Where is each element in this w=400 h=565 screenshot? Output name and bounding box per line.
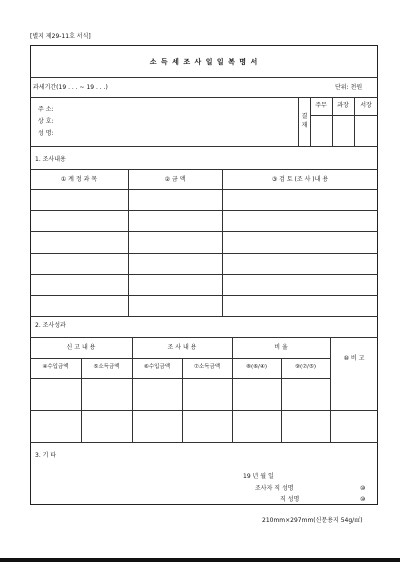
divider <box>330 337 331 442</box>
table-row-line <box>30 253 378 254</box>
address-label: 주 소: <box>38 106 54 113</box>
divider <box>30 378 330 379</box>
divider <box>81 358 82 442</box>
form-frame <box>30 45 378 505</box>
col-header-amount: ② 금 액 <box>164 176 186 183</box>
divider <box>30 146 378 147</box>
group-investigated: 조 사 내 용 <box>167 344 197 351</box>
approval-col-chief: 주무 <box>315 102 327 109</box>
divider <box>281 358 282 442</box>
divider <box>182 358 183 442</box>
group-reported: 신 고 내 용 <box>66 344 96 351</box>
approval-label: 결 재 <box>301 113 308 129</box>
divider <box>30 189 378 190</box>
bottom-edge-bar <box>0 558 400 562</box>
sub-header-6: ⑨(⑦/⑤) <box>295 364 316 370</box>
divider <box>30 442 378 443</box>
sub-header-1: ④수입금액 <box>42 364 69 370</box>
second-sign-line: 직 성명 <box>280 496 300 503</box>
section1-heading: 1. 조사내용 <box>35 156 66 163</box>
paper-note: 210mm×297mm(신문용지 54g/㎡) <box>262 517 363 524</box>
divider <box>30 358 330 359</box>
sub-header-4: ⑦소득금액 <box>193 364 221 370</box>
sub-header-5: ⑧(⑥/④) <box>246 364 267 370</box>
form-ref: [별지 제29-11호 서식] <box>30 33 91 40</box>
section3-heading: 3. 기 타 <box>35 452 57 459</box>
divider <box>232 337 233 442</box>
form-title: 소 득 세 조 사 일 일 복 명 서 <box>149 58 259 66</box>
investigator-line: 조사자 직 성명 <box>255 485 294 492</box>
date-line: 19 년 월 일 <box>243 473 274 480</box>
table-row-line <box>30 295 378 296</box>
table-row-line <box>30 410 378 411</box>
seal-icon-2: ⑩ <box>360 496 366 503</box>
unit-label: 단위: 천원 <box>335 84 363 91</box>
divider <box>30 169 378 170</box>
group-ratio: 비 율 <box>274 344 288 351</box>
table-row-line <box>30 210 378 211</box>
table-row-line <box>30 231 378 232</box>
section2-heading: 2. 조사성과 <box>35 322 66 329</box>
table-row-line <box>30 274 378 275</box>
tax-period: 과세기간(19 . . . ~ 19 . . .) <box>33 84 108 91</box>
col-header-account: ① 계 정 과 목 <box>60 176 98 183</box>
divider <box>30 316 378 317</box>
sub-header-2: ⑤소득금액 <box>93 364 120 370</box>
trade-name-label: 상 호: <box>38 118 54 125</box>
divider <box>30 77 378 78</box>
approval-col-director: 서장 <box>360 102 372 109</box>
divider <box>222 169 223 316</box>
divider <box>30 337 378 338</box>
divider <box>310 115 378 116</box>
sub-header-3: ⑥수입금액 <box>143 364 171 370</box>
seal-icon: ⑩ <box>360 485 366 492</box>
divider <box>30 97 378 98</box>
approval-col-section: 과장 <box>337 102 349 109</box>
name-label: 성 명: <box>38 130 54 137</box>
group-remarks: ⑩ 비 고 <box>343 355 365 362</box>
divider <box>132 337 133 442</box>
col-header-review: ③ 검 토 (조 사 )내 용 <box>271 176 329 183</box>
divider <box>128 169 129 316</box>
